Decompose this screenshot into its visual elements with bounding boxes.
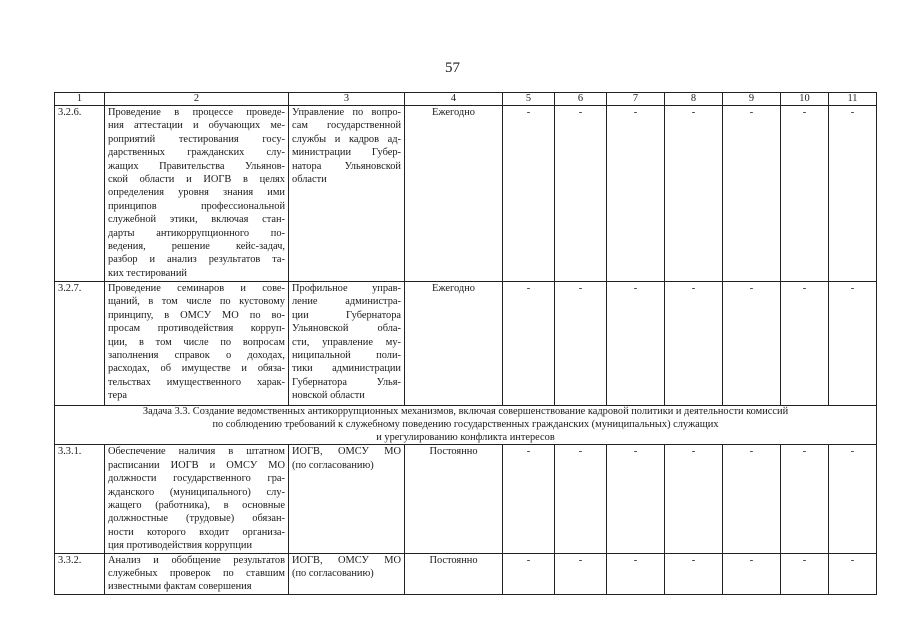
text-line: ление администра- [292, 296, 401, 308]
text-line: ведения, решение кейс-задач, [108, 241, 285, 253]
text-line: тики администрации [292, 363, 401, 375]
text-line: дарственных гражданских слу- [108, 147, 285, 159]
measure-description [105, 106, 289, 282]
text-line: ИОГВ, ОМСУ МО [292, 554, 401, 566]
text-line: принципу, в ОМСУ МО по во- [108, 309, 285, 321]
funding-cell: - [829, 553, 877, 594]
column-number-3: 3 [289, 93, 405, 106]
funding-cell: - [665, 106, 723, 282]
text-line: натора Ульяновской [292, 160, 401, 172]
text-line: ции Губернатора [292, 309, 401, 321]
responsible-executor [289, 445, 405, 553]
text-line: ких тестирований [108, 267, 187, 279]
text-line: ской области и ИОГВ в целях [108, 174, 285, 186]
table-row [55, 553, 877, 594]
row-number: 3.3.2. [55, 553, 105, 594]
execution-term: Ежегодно [405, 282, 503, 406]
text-line: просам противодействия корруп- [108, 323, 285, 335]
text-line: Обеспечение наличия в штатном [108, 446, 285, 458]
text-line: ция противодействия коррупции [108, 540, 253, 552]
funding-cell: - [781, 282, 829, 406]
funding-cell: - [781, 445, 829, 553]
funding-cell: - [607, 553, 665, 594]
text-line: жащих Правительства Ульянов- [108, 160, 285, 172]
funding-cell: - [829, 445, 877, 553]
text-line: ниципальной поли- [292, 350, 401, 362]
text-line: роприятий тестирования госу- [108, 133, 285, 145]
funding-cell: - [555, 282, 607, 406]
task-heading-line: Задача 3.3. Создание ведомственных антикоррупционных механизмов, включая совершенствование кадровой политики и деятельности комиссий [142, 406, 789, 417]
task-heading-line: и урегулированию конфликта интересов [376, 431, 555, 443]
text-line: жданского (муниципального) слу- [108, 486, 285, 498]
text-line: Анализ и обобщение результатов [108, 554, 285, 566]
text-line: ции, в том числе по вопросам [108, 336, 285, 348]
table-row [55, 282, 877, 406]
funding-cell: - [781, 553, 829, 594]
row-number: 3.2.7. [55, 282, 105, 406]
funding-cell: - [829, 106, 877, 282]
text-line: (по согласованию) [292, 459, 374, 471]
text-line: тера [108, 390, 127, 402]
text-line: расходах, об имуществе и обяза- [108, 363, 285, 375]
funding-cell: - [723, 445, 781, 553]
text-line: сти, управление му- [292, 336, 401, 348]
responsible-executor [289, 106, 405, 282]
text-line: области [292, 174, 327, 186]
funding-cell: - [665, 282, 723, 406]
column-number-6: 6 [555, 93, 607, 106]
text-line: Губернатора Улья- [292, 376, 401, 388]
execution-term: Постоянно [405, 553, 503, 594]
table-row [55, 106, 877, 282]
funding-cell: - [723, 553, 781, 594]
text-line: жащего (работника), в основные [108, 500, 285, 512]
funding-cell: - [503, 106, 555, 282]
funding-cell: - [503, 553, 555, 594]
column-number-7: 7 [607, 93, 665, 106]
column-number-11: 11 [829, 93, 877, 106]
text-line: Управление по вопро- [292, 107, 401, 118]
page-number: 57 [445, 60, 460, 76]
funding-cell: - [503, 445, 555, 553]
text-line: тельствах имущественного харак- [108, 376, 285, 388]
text-line: ния аттестации и обучающих ме- [108, 120, 285, 132]
execution-term: Ежегодно [405, 106, 503, 282]
funding-cell: - [555, 553, 607, 594]
text-line: Ульяновской обла- [292, 323, 401, 335]
text-line: щаний, в том числе по кустовому [108, 296, 285, 308]
text-line: ИОГВ, ОМСУ МО [292, 446, 401, 458]
column-number-row [55, 93, 877, 106]
text-line: Профильное управ- [292, 283, 401, 294]
funding-cell: - [555, 445, 607, 553]
text-line: дарты антикоррупционного по- [108, 227, 285, 239]
funding-cell: - [555, 106, 607, 282]
text-line: министрации Губер- [292, 147, 401, 159]
funding-cell: - [723, 282, 781, 406]
column-number-4: 4 [405, 93, 503, 106]
text-line: должностные (трудовые) обязан- [108, 513, 285, 525]
funding-cell: - [781, 106, 829, 282]
text-line: заполнения справок о доходах, [108, 350, 285, 362]
column-number-10: 10 [781, 93, 829, 106]
row-number: 3.2.6. [55, 106, 105, 282]
text-line: новской области [292, 390, 365, 402]
column-number-1: 1 [55, 93, 105, 106]
row-number: 3.3.1. [55, 445, 105, 553]
responsible-executor [289, 553, 405, 594]
text-line: сам государственной [292, 120, 401, 132]
text-line: известными фактам совершения [108, 581, 252, 593]
text-line: расписании ИОГВ и ОМСУ МО [108, 459, 285, 471]
funding-cell: - [723, 106, 781, 282]
funding-cell: - [607, 106, 665, 282]
measure-description [105, 445, 289, 553]
measure-description [105, 553, 289, 594]
funding-cell: - [607, 445, 665, 553]
column-number-9: 9 [723, 93, 781, 106]
task-heading [55, 406, 877, 445]
measure-description [105, 282, 289, 406]
text-line: служебной этики, включая стан- [108, 214, 285, 226]
execution-term: Постоянно [405, 445, 503, 553]
text-line: определения уровня знания ими [108, 187, 285, 199]
text-line: Проведение в процессе проведе- [108, 107, 285, 118]
funding-cell: - [665, 445, 723, 553]
measures-table [54, 92, 877, 595]
task-heading-line: по соблюдению требований к служебному поведению государственных гражданских (муниципальных) служащих [212, 418, 719, 430]
text-line: служебных проверок по ставшим [108, 568, 285, 580]
text-line: принципов профессиональной [108, 200, 285, 212]
text-line: службы и кадров ад- [292, 133, 401, 145]
text-line: ности которого входит организа- [108, 526, 285, 538]
text-line: должности государственного гра- [108, 473, 285, 485]
column-number-8: 8 [665, 93, 723, 106]
funding-cell: - [829, 282, 877, 406]
funding-cell: - [665, 553, 723, 594]
text-line: Проведение семинаров и сове- [108, 283, 285, 294]
task-heading-row [55, 406, 877, 445]
text-line: (по согласованию) [292, 568, 374, 580]
responsible-executor [289, 282, 405, 406]
column-number-5: 5 [503, 93, 555, 106]
funding-cell: - [503, 282, 555, 406]
table-row [55, 445, 877, 553]
column-number-2: 2 [105, 93, 289, 106]
text-line: разбор и анализ результатов та- [108, 254, 285, 266]
funding-cell: - [607, 282, 665, 406]
